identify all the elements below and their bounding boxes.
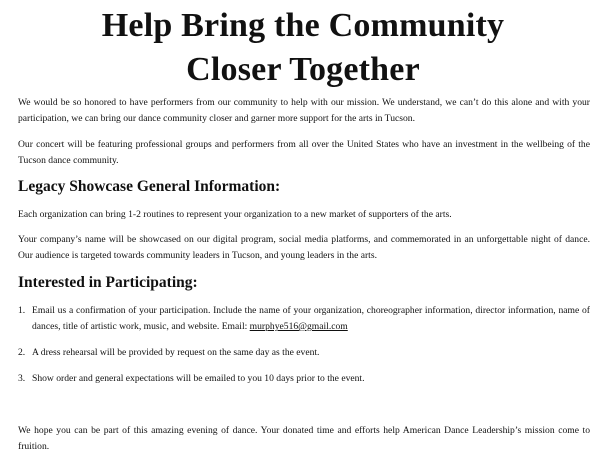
list-item-text: Email us a confirmation of your participation. Include the name of your organization, choreographer information, director information, name of dances, title of artistic work, music, and website. Email:: [32, 305, 590, 332]
list-item: [18, 303, 590, 335]
participation-steps-list: [18, 303, 590, 387]
general-info-paragraph-1: Each organization can bring 1-2 routines to represent your organization to a new market of supporters of the arts.: [18, 209, 452, 220]
general-info-paragraph-2: Your company’s name will be showcased on our digital program, social media platforms, and commemorated in an unforgettable night of dance. Our audience is targeted towards community leaders in Tucson, and young leaders in the arts.: [18, 234, 590, 261]
intro-paragraph-1: We would be so honored to have performers from our community to help with our mission. We understand, we can’t do this alone and with your participation, we can bring our dance community closer and garner more support for the arts in Tucson.: [18, 97, 590, 124]
list-item: [18, 345, 590, 361]
email-link[interactable]: murphye516@gmail.com: [249, 321, 348, 332]
section-heading-participating: Interested in Participating:: [18, 274, 198, 291]
list-item-number: 3.: [18, 373, 26, 384]
title-line-1: Help Bring the Community: [101, 7, 505, 44]
section-heading-general-info: Legacy Showcase General Information:: [18, 178, 281, 195]
closing-paragraph: We hope you can be part of this amazing evening of dance. Your donated time and efforts help American Dance Leadership’s mission come to fruition.: [18, 425, 590, 452]
list-item-text: A dress rehearsal will be provided by request on the same day as the event.: [32, 347, 320, 358]
intro-paragraph-2: Our concert will be featuring professional groups and performers from all over the United States who have an investment in the wellbeing of the Tucson dance community.: [18, 139, 590, 166]
list-item-number: 1.: [18, 305, 26, 316]
list-item-text: Show order and general expectations will be emailed to you 10 days prior to the event.: [32, 373, 365, 384]
title-line-2: Closer Together: [186, 51, 420, 88]
document-body: [0, 95, 606, 455]
page-title: [0, 0, 606, 92]
list-item: [18, 371, 590, 387]
list-item-number: 2.: [18, 347, 26, 358]
